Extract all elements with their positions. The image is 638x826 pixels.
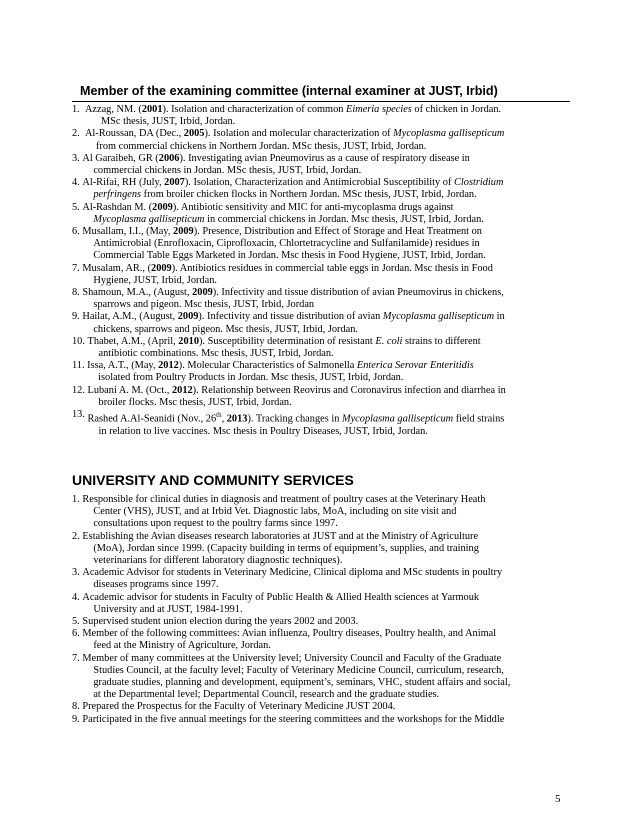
text-line: Thabet, A.M., (April, 2010). Susceptibility determination of resistant E. coli strains to different (87, 335, 481, 347)
text-line: Academic advisor for students in Faculty of Public Health & Allied Health sciences at Yarmouk (82, 591, 480, 603)
text-line: Member of the following committees: Avian influenza, Poultry diseases, Poultry health, and Animal (82, 628, 497, 640)
item-text (82, 226, 572, 263)
service-list-item (72, 628, 572, 652)
thesis-list-item (72, 128, 572, 152)
text-line: Issa, A.T., (May, 2012). Molecular Characteristics of Salmonella Enterica Serovar Enteritidis (87, 360, 474, 372)
item-text (82, 177, 572, 201)
item-text (82, 263, 572, 287)
item-number: 3. (72, 567, 83, 579)
item-text (82, 653, 572, 702)
service-list-item (72, 567, 572, 591)
thesis-list-item (72, 311, 572, 335)
item-text (85, 128, 572, 152)
thesis-list-item (72, 153, 572, 177)
text-line: (MoA), Jordan since 1999. (Capacity building in terms of equipment’s, supplies, and training (93, 542, 479, 554)
thesis-list-item (72, 287, 572, 311)
item-number: 6. (72, 226, 83, 238)
item-number: 3. (72, 152, 83, 164)
text-line: consultations upon request to the poultry farms since 1997. (93, 518, 338, 530)
text-line: sparrows and pigeon. Msc thesis, JUST, Irbid, Jordan (93, 299, 315, 311)
item-text (82, 494, 572, 531)
thesis-list-item (72, 177, 572, 201)
item-text (82, 287, 572, 311)
page-number: 5 (555, 793, 561, 805)
text-line: Musalam, AR., (2009). Antibiotics residues in commercial table eggs in Jordan. Msc thesis in Food (82, 262, 493, 274)
item-number: 11. (72, 360, 88, 372)
text-line: commercial chickens in Jordan. MSc thesis, JUST, Irbid, Jordan. (93, 165, 362, 177)
text-line: Prepared the Prospectus for the Faculty of Veterinary Medicine JUST 2004. (82, 701, 396, 713)
text-line: MSc thesis, JUST, Irbid, Jordan. (100, 116, 236, 128)
text-line: Al-Rashdan M. (2009). Antibiotic sensitivity and MIC for anti-mycoplasma drugs against (82, 201, 454, 213)
text-line: Studies Council, at the faculty level; Faculty of Veterinary Medicine Council, curriculum, research, (93, 664, 504, 676)
thesis-list-item (72, 360, 572, 384)
service-list-item (72, 714, 572, 726)
item-number: 4. (72, 591, 83, 603)
text-line: Responsible for clinical duties in diagnosis and treatment of poultry cases at the Veterinary Heath (82, 494, 486, 505)
item-text (88, 409, 572, 438)
item-number: 10. (72, 335, 88, 347)
thesis-list-item (72, 263, 572, 287)
thesis-list-item (72, 336, 572, 360)
item-number: 5. (72, 201, 83, 213)
item-number: 1. (72, 104, 85, 115)
text-line: University and at JUST, 1984-1991. (93, 603, 243, 615)
thesis-list-item (72, 104, 572, 128)
item-number: 7. (72, 262, 83, 274)
text-line: Shamoun, M.A., (August, 2009). Infectivity and tissue distribution of avian Pneumovirus in chickens, (82, 287, 504, 299)
text-line: veterinarians for different laboratory diagnostic techniques). (93, 555, 343, 567)
thesis-list-item (72, 385, 572, 409)
text-line: Musallam, I.I., (May, 2009). Presence, Distribution and Effect of Storage and Heat Treatment on (82, 226, 482, 238)
item-text (82, 714, 572, 726)
text-line: feed at the Ministry of Agriculture, Jordan. (93, 640, 271, 652)
examining-thesis-list (72, 104, 572, 438)
item-number: 8. (72, 701, 83, 713)
text-line: Antimicrobial (Enrofloxacin, Ciprofloxacin, Chlortetracycline and Sulfanilamide) residues in (93, 238, 480, 250)
item-text (82, 153, 572, 177)
examining-committee-heading: Member of the examining committee (internal examiner at JUST, Irbid) (80, 84, 498, 98)
thesis-list-item (72, 409, 572, 438)
text-line: chickens, sparrows and pigeon. Msc thesis, JUST, Irbid, Jordan. (93, 323, 359, 335)
service-list-item (72, 653, 572, 702)
text-line: at the Departmental level; Departmental Council, research and the graduate studies. (93, 689, 440, 701)
text-line: Al-Rifai, RH (July, 2007). Isolation, Characterization and Antimicrobial Susceptibility of Clostridium (82, 177, 504, 189)
text-line: perfringens from broiler chicken flocks in Northern Jordan. MSc thesis, JUST, Irbid, Jordan. (93, 189, 477, 201)
text-line: Mycoplasma gallisepticum in commercial chickens in Jordan. Msc thesis, JUST, Irbid, Jordan. (93, 213, 484, 225)
services-heading: UNIVERSITY AND COMMUNITY SERVICES (72, 472, 354, 488)
text-line: diseases programs since 1997. (93, 579, 219, 591)
item-number: 13. (72, 409, 88, 421)
text-line: broiler flocks. Msc thesis, JUST, Irbid, Jordan. (98, 396, 292, 408)
item-number: 2. (72, 128, 85, 140)
item-number: 6. (72, 628, 83, 640)
service-list-item (72, 494, 572, 531)
item-text (82, 592, 572, 616)
text-line: in relation to live vaccines. Msc thesis in Poultry Diseases, JUST, Irbid, Jordan. (98, 425, 428, 437)
item-text (82, 567, 572, 591)
text-line: Center (VHS), JUST, and at Irbid Vet. Diagnostic labs, MoA, including on site visit and (93, 506, 457, 518)
text-line: Establishing the Avian diseases research laboratories at JUST and at the Ministry of Agriculture (82, 530, 479, 542)
item-number: 4. (72, 177, 83, 189)
item-number: 2. (72, 530, 83, 542)
text-line: Hailat, A.M., (August, 2009). Infectivity and tissue distribution of avian Mycoplasma gallisepticum in (82, 311, 505, 323)
item-number: 9. (72, 713, 83, 725)
item-text (82, 531, 572, 568)
item-number: 5. (72, 616, 83, 628)
text-line: Hygiene, JUST, Irbid, Jordan. (93, 274, 217, 286)
item-text (82, 701, 572, 713)
service-list-item (72, 531, 572, 568)
item-text (88, 385, 572, 409)
item-number: 1. (72, 494, 83, 505)
text-line: graduate studies, planning and development, equipment’s, seminars, VHC, student affairs and social, (93, 677, 511, 689)
service-list-item (72, 616, 572, 628)
item-number: 7. (72, 652, 83, 664)
thesis-list-item (72, 226, 572, 263)
text-line: isolated from Poultry Products in Jordan. Msc thesis, JUST, Irbid, Jordan. (98, 372, 404, 384)
item-text (82, 628, 572, 652)
heading-underline (72, 101, 570, 102)
text-line: Academic Advisor for students in Veterinary Medicine, Clinical diploma and MSc students in poultry (82, 567, 503, 579)
item-text (82, 311, 572, 335)
text-line: Rashed A.Al-Seanidi (Nov., 26th, 2013). Tracking changes in Mycoplasma gallisepticum field strains (87, 411, 505, 425)
text-line: from commercial chickens in Northern Jordan. MSc thesis, JUST, Irbid, Jordan. (95, 140, 427, 152)
text-line: Member of many committees at the University level; University Council and Faculty of the Graduate (82, 652, 502, 664)
text-line: Al Garaibeh, GR (2006). Investigating avian Pneumovirus as a cause of respiratory disease in (82, 152, 470, 164)
item-number: 12. (72, 384, 88, 396)
item-text (88, 336, 572, 360)
service-list-item (72, 592, 572, 616)
text-line: Al-Roussan, DA (Dec., 2005). Isolation and molecular characterization of Mycoplasma gallisepticum (84, 128, 505, 140)
services-list (72, 494, 572, 726)
text-line: antibiotic combinations. Msc thesis, JUST, Irbid, Jordan. (98, 348, 334, 360)
text-line: Lubani A. M. (Oct., 2012). Relationship between Reovirus and Coronavirus infection and diarrhea in (87, 384, 506, 396)
text-line: Participated in the five annual meetings for the steering committees and the workshops for the Middle (82, 713, 505, 725)
thesis-list-item (72, 202, 572, 226)
text-line: Supervised student union election during the years 2002 and 2003. (82, 616, 359, 628)
item-text (85, 104, 572, 128)
item-text (82, 616, 572, 628)
item-text (87, 360, 572, 384)
item-number: 9. (72, 311, 83, 323)
item-number: 8. (72, 287, 83, 299)
service-list-item (72, 701, 572, 713)
item-text (82, 202, 572, 226)
text-line: Azzag, NM. (2001). Isolation and characterization of common Eimeria species of chicken in Jordan. (84, 104, 502, 115)
text-line: Commercial Table Eggs Marketed in Jordan. Msc thesis in Food Hygiene, JUST, Irbid, Jordan. (93, 250, 486, 262)
